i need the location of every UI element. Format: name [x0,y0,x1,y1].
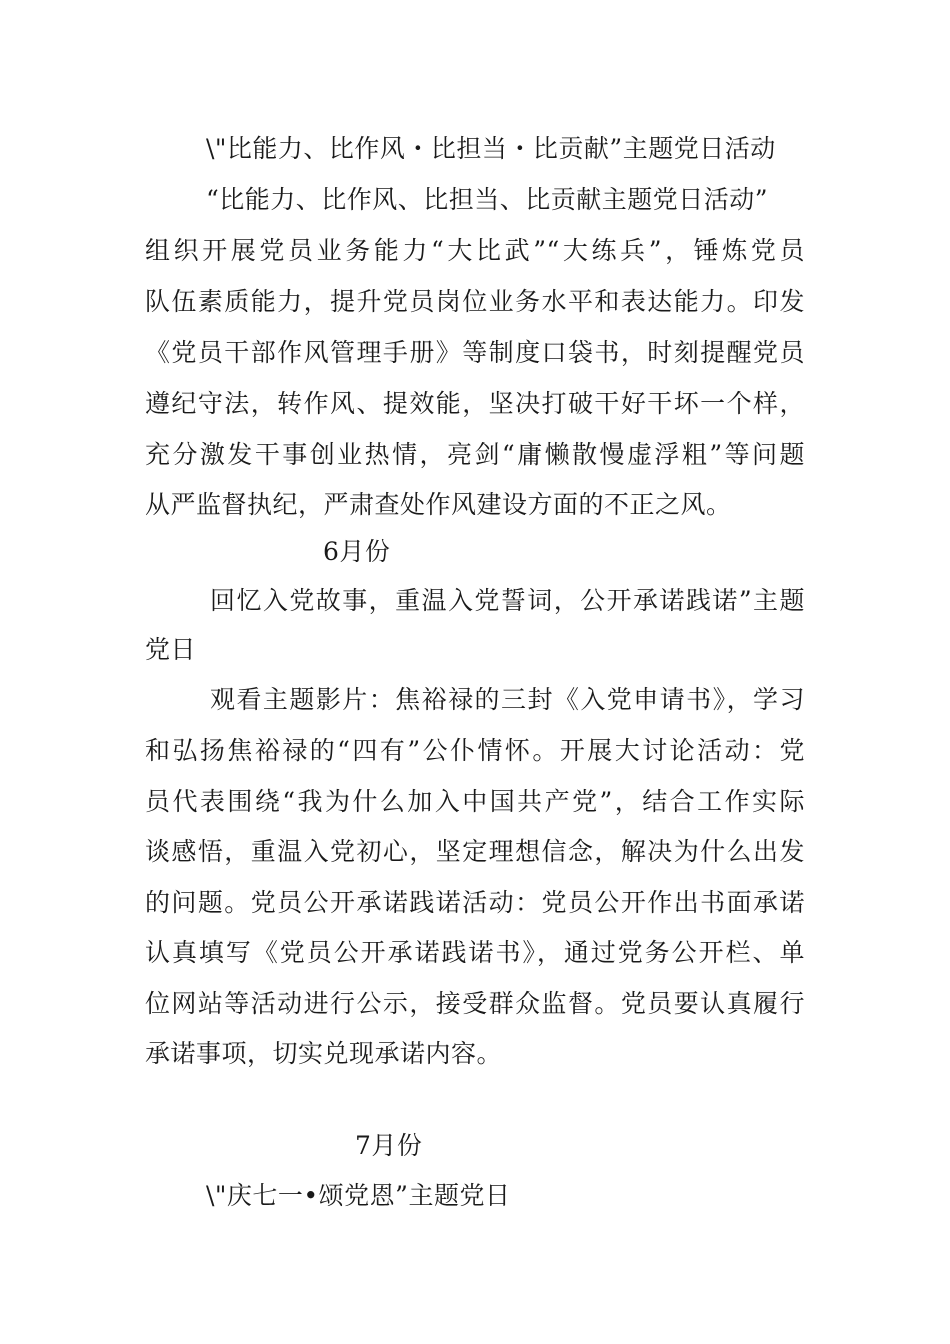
title-line-1: \"比能力、比作风・比担当・比贡献”主题党日活动 [206,134,776,163]
paragraph-3-line-3: 员代表围绕“我为什么加入中国共产党”，结合工作实际 [145,787,805,816]
paragraph-3-line-8: 承诺事项，切实兑现承诺内容。 [145,1039,503,1068]
paragraph-3-line-7: 位网站等活动进行公示，接受群众监督。党员要认真履行 [145,989,805,1018]
section-heading-june: 6月份 [323,537,391,566]
july-theme-line: \"庆七一•颂党恩”主题党日 [206,1181,511,1210]
paragraph-1-line-5: 充分激发干事创业热情，亮剑“庸懒散慢虚浮粗”等问题 [145,440,805,469]
paragraph-3-line-4: 谈感悟，重温入党初心，坚定理想信念，解决为什么出发 [145,837,805,866]
paragraph-3-line-5: 的问题。党员公开承诺践诺活动：党员公开作出书面承诺 [145,888,805,917]
paragraph-3-line-2: 和弘扬焦裕禄的“四有”公仆情怀。开展大讨论活动：党 [145,736,805,765]
paragraph-1-line-1: 组织开展党员业务能力“大比武”“大练兵”，锤炼党员 [145,236,805,265]
paragraph-1-line-3: 《党员干部作风管理手册》等制度口袋书，时刻提醒党员 [145,338,805,367]
title-line-2: “比能力、比作风、比担当、比贡献主题党日活动” [206,185,769,214]
section-heading-july: 7月份 [355,1131,423,1160]
paragraph-3-line-6: 认真填写《党员公开承诺践诺书》，通过党务公开栏、单 [145,938,805,967]
paragraph-1-line-2: 队伍素质能力，提升党员岗位业务水平和表达能力。印发 [145,287,805,316]
paragraph-3-line-1: 观看主题影片：焦裕禄的三封《入党申请书》，学习 [210,685,805,714]
paragraph-2-line-2: 党日 [145,635,197,664]
paragraph-1-line-4: 遵纪守法，转作风、提效能，坚决打破干好干坏一个样， [145,389,805,418]
paragraph-1-line-6: 从严监督执纪，严肃查处作风建设方面的不正之风。 [145,490,732,519]
paragraph-2-line-1: 回忆入党故事，重温入党誓词，公开承诺践诺”主题 [210,586,805,615]
